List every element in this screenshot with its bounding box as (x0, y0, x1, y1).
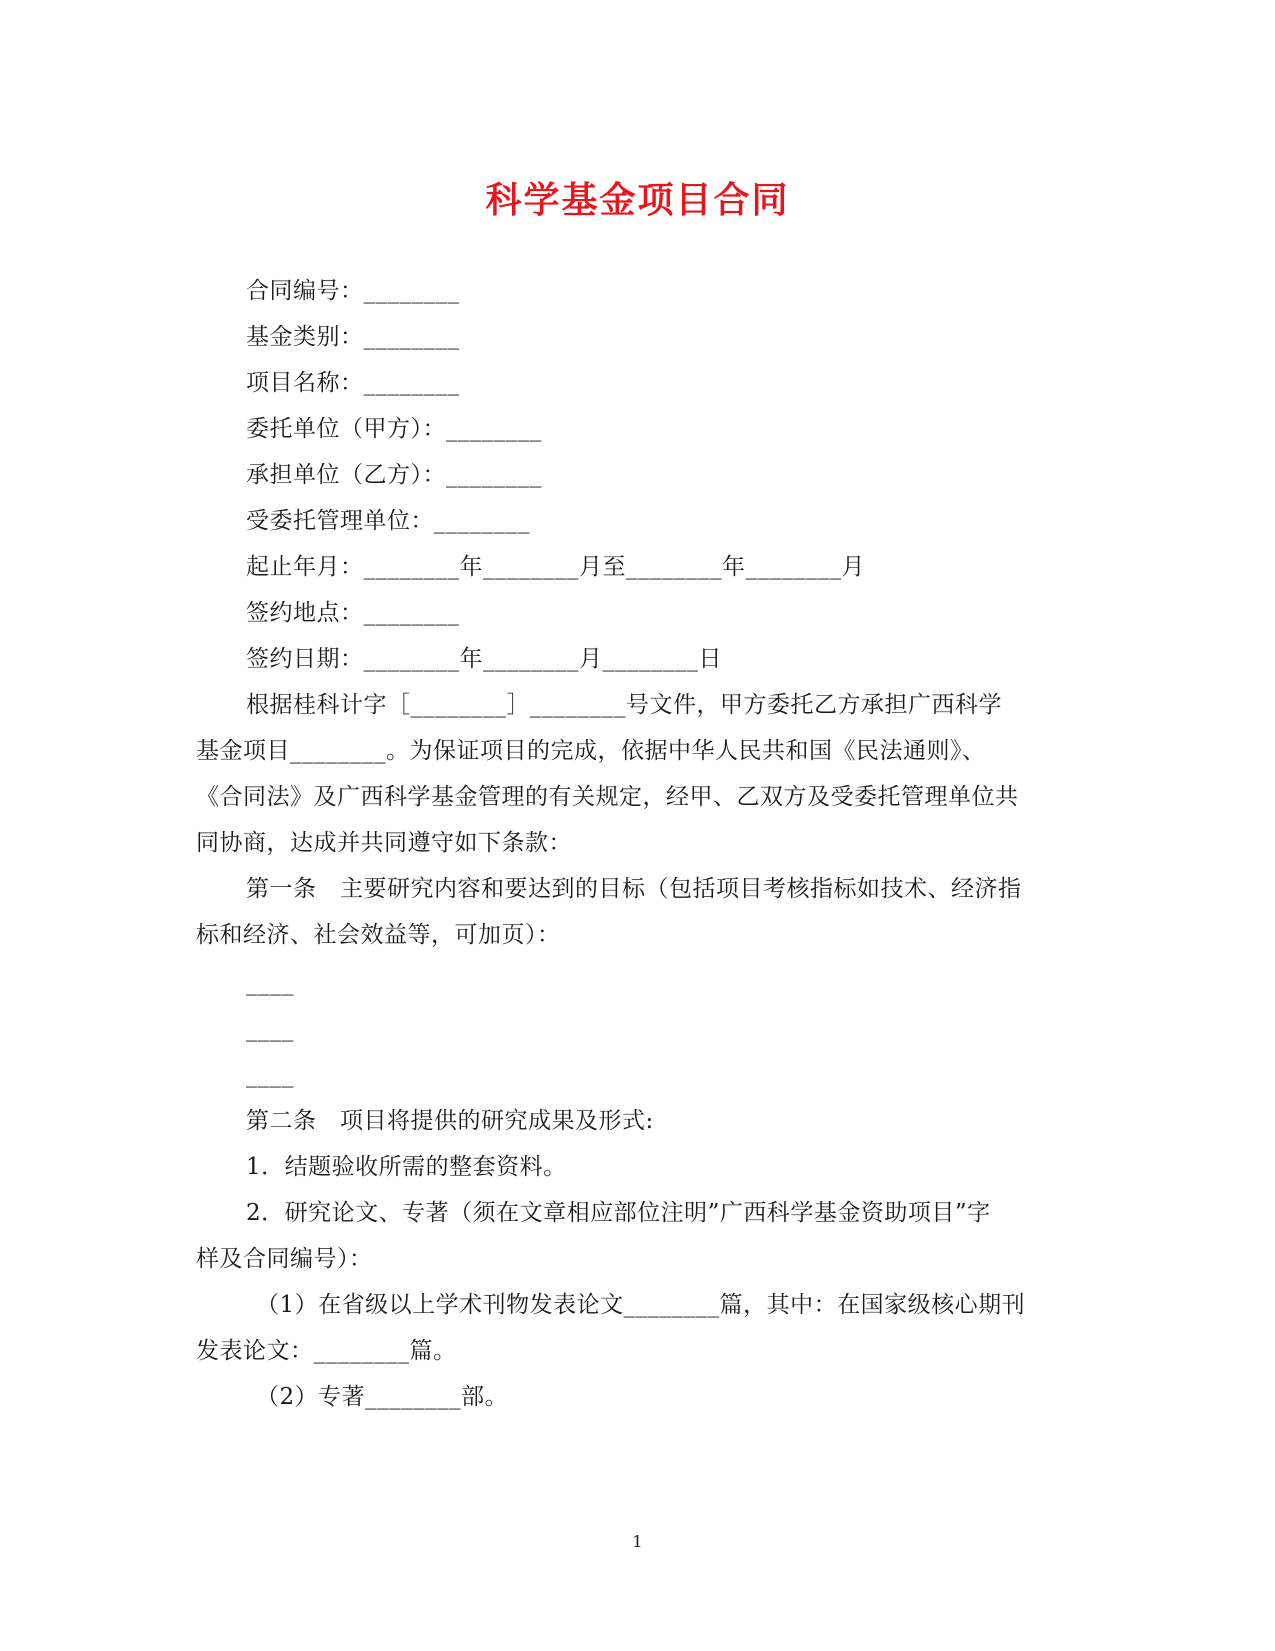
paragraph-line: 同协商，达成并共同遵守如下条款： (196, 830, 572, 856)
management-unit-line: 受委托管理单位：________ (246, 508, 530, 534)
party-b-line: 承担单位（乙方）：________ (246, 462, 542, 488)
paragraph-line: 根据桂科计字［________］________号文件，甲方委托乙方承担广西科学 (246, 692, 1002, 718)
list-item: （1）在省级以上学术刊物发表论文________篇，其中：在国家级核心期刊 (256, 1292, 1026, 1318)
list-item: 2．研究论文、专著（须在文章相应部位注明”广西科学基金资助项目”字 (246, 1200, 991, 1226)
article-one-heading: 第一条 主要研究内容和要达到的目标（包括项目考核指标如技术、经济指 (246, 876, 1022, 902)
article-two-heading: 第二条 项目将提供的研究成果及形式: (246, 1108, 654, 1134)
signing-date-line: 签约日期：________年________月________日 (246, 646, 722, 672)
paragraph-line: 发表论文：________篇。 (196, 1338, 457, 1364)
list-item: （2）专著________部。 (256, 1384, 509, 1410)
project-name-line: 项目名称：________ (246, 370, 460, 396)
blank-line: ____ (246, 1062, 294, 1088)
paragraph-line: 标和经济、社会效益等，可加页）： (196, 922, 561, 948)
paragraph-line: 《合同法》及广西科学基金管理的有关规定，经甲、乙双方及受委托管理单位共 (196, 784, 1019, 810)
page-number: 1 (632, 1532, 643, 1551)
document-title: 科学基金项目合同 (485, 179, 790, 221)
signing-place-line: 签约地点：________ (246, 600, 460, 626)
blank-line: ____ (246, 1016, 294, 1042)
period-line: 起止年月：________年________月至________年________月 (246, 554, 865, 580)
party-a-line: 委托单位（甲方）：________ (246, 416, 542, 442)
fund-category-line: 基金类别：________ (246, 324, 460, 350)
paragraph-line: 基金项目________。为保证项目的完成，依据中华人民共和国《民法通则》、 (196, 738, 986, 764)
paragraph-line: 样及合同编号）： (196, 1246, 373, 1272)
list-item: 1．结题验收所需的整套资料。 (246, 1154, 567, 1180)
blank-line: ____ (246, 970, 294, 996)
contract-number-line: 合同编号：________ (246, 278, 460, 304)
